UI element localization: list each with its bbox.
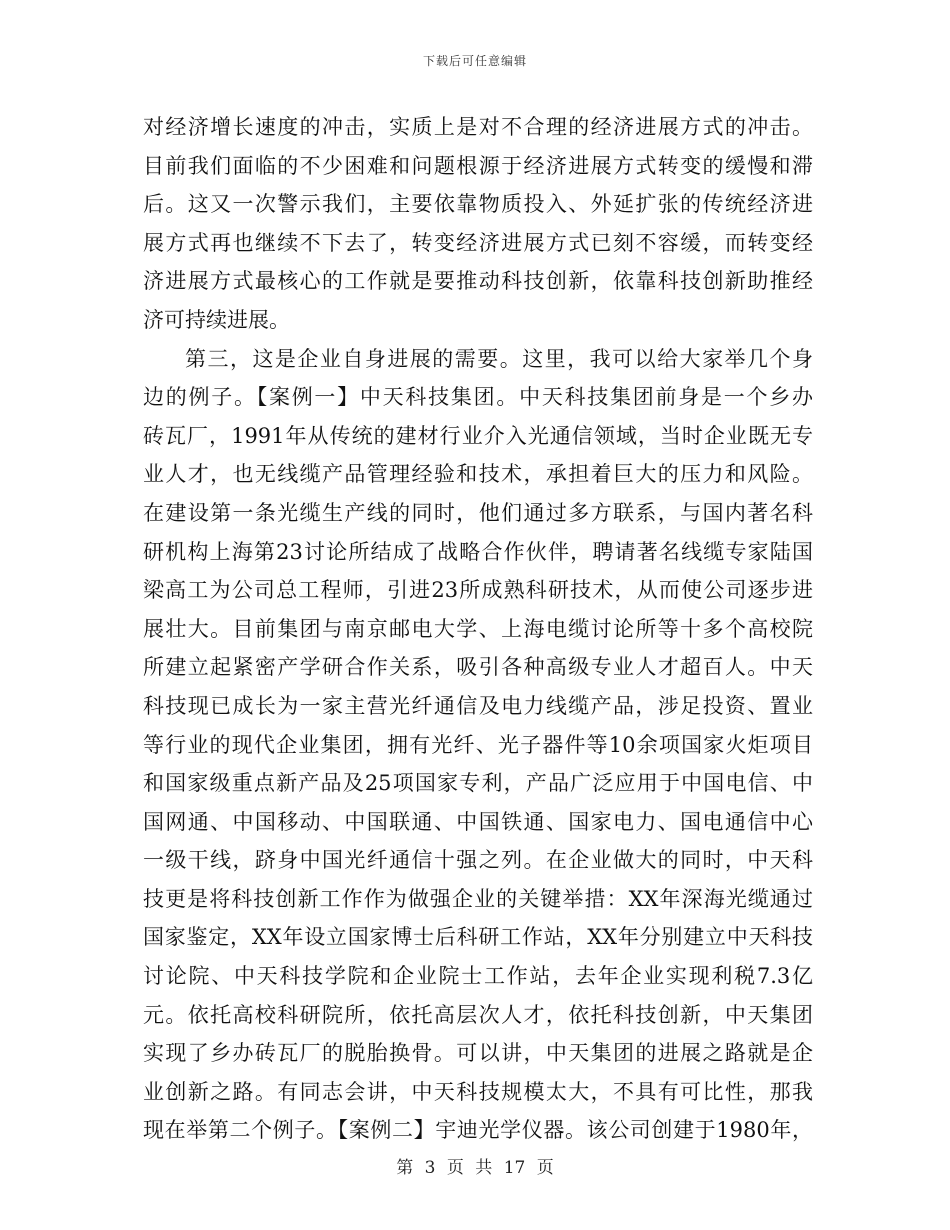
text-line: 元。依托高校科研院所，依托高层次人才，依托科技创新，中天集团 [143,1002,813,1027]
text-line: 技更是将科技创新工作作为做强企业的关键举措：XX年深海光缆通过 [143,886,813,911]
text-line: 科技现已成长为一家主营光纤通信及电力线缆产品，涉足投资、置业 [143,693,813,718]
text-line: 实现了乡办砖瓦厂的脱胎换骨。可以讲，中天集团的进展之路就是企 [143,1041,813,1066]
page-footer: 第 3 页 共 17 页 [396,1158,554,1178]
document-body [143,108,813,1150]
text-line: 砖瓦厂，1991年从传统的建材行业介入光通信领域，当时企业既无专 [143,423,813,448]
text-line: 讨论院、中天科技学院和企业院士工作站，去年企业实现利税7.3亿 [143,964,813,989]
text-line: 一级干线，跻身中国光纤通信十强之列。在企业做大的同时，中天科 [143,848,813,873]
paragraph-2 [143,340,813,1150]
text-line: 现在举第二个例子。【案例二】宇迪光学仪器。该公司创建于1980年， [143,1118,813,1143]
text-line: 第三，这是企业自身进展的需要。这里，我可以给大家举几个身 [185,346,813,371]
text-line: 济可持续进展。 [143,307,290,332]
paragraph-1 [143,108,813,340]
text-line: 在建设第一条光缆生产线的同时，他们通过多方联系，与国内著名科 [143,500,813,525]
text-line: 济进展方式最核心的工作就是要推动科技创新，依靠科技创新助推经 [143,269,813,294]
text-line: 展方式再也继续不下去了，转变经济进展方式已刻不容缓，而转变经 [143,230,813,255]
text-line: 展壮大。目前集团与南京邮电大学、上海电缆讨论所等十多个高校院 [143,616,813,641]
text-line: 边的例子。【案例一】中天科技集团。中天科技集团前身是一个乡办 [143,385,813,410]
text-line: 国网通、中国移动、中国联通、中国铁通、国家电力、国电通信中心 [143,809,813,834]
text-line: 和国家级重点新产品及25项国家专利，产品广泛应用于中国电信、中 [143,771,813,796]
text-line: 等行业的现代企业集团，拥有光纤、光子器件等10余项国家火炬项目 [143,732,813,757]
text-line: 业创新之路。有同志会讲，中天科技规模太大，不具有可比性，那我 [143,1079,813,1104]
text-line: 所建立起紧密产学研合作关系，吸引各种高级专业人才超百人。中天 [143,655,813,680]
text-line: 国家鉴定，XX年设立国家博士后科研工作站，XX年分别建立中天科技 [143,925,813,950]
text-line: 对经济增长速度的冲击，实质上是对不合理的经济进展方式的冲击。 [143,115,813,139]
text-line: 后。这又一次警示我们，主要依靠物质投入、外延扩张的传统经济进 [143,192,813,217]
text-line: 研机构上海第23讨论所结成了战略合作伙伴，聘请著名线缆专家陆国 [143,539,813,564]
text-line: 梁高工为公司总工程师，引进23所成熟科研技术，从而使公司逐步进 [143,578,813,603]
page-header: 下载后可任意编辑 [422,54,527,68]
text-line: 业人才，也无线缆产品管理经验和技术，承担着巨大的压力和风险。 [143,462,813,487]
text-line: 目前我们面临的不少困难和问题根源于经济进展方式转变的缓慢和滞 [143,153,813,178]
